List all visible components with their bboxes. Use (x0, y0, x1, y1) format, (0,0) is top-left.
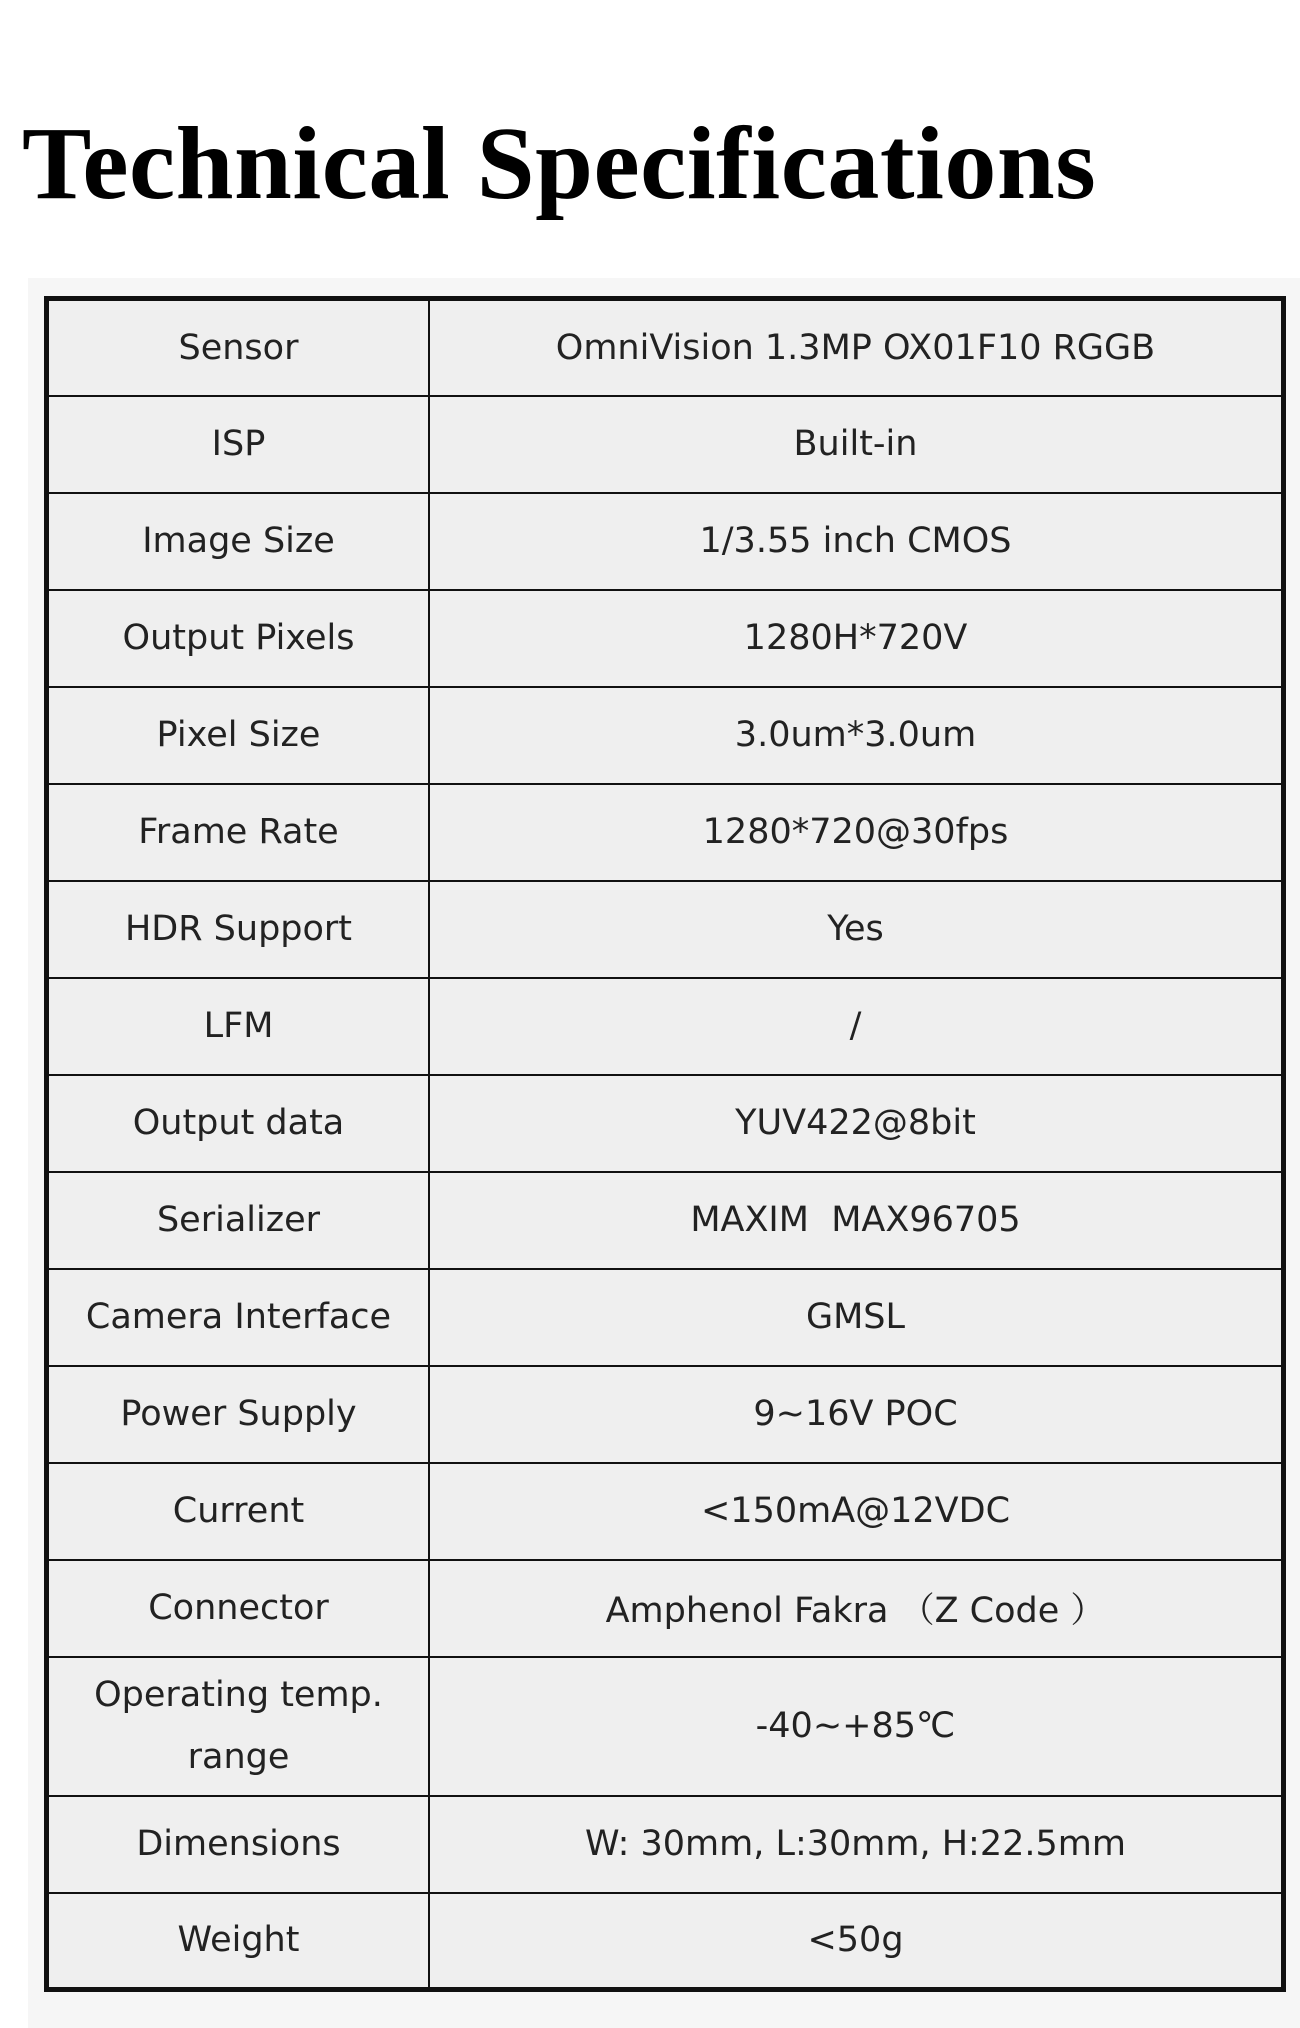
table-row (47, 687, 1284, 784)
page-title: Technical Specifications (22, 106, 1097, 221)
spec-label: LFM (47, 978, 430, 1075)
spec-value: Amphenol Fakra （Z Code ） (429, 1560, 1284, 1657)
spec-value: <150mA@12VDC (429, 1463, 1284, 1560)
spec-value: 1/3.55 inch CMOS (429, 493, 1284, 590)
table-row (47, 1893, 1284, 1990)
spec-value: OmniVision 1.3MP OX01F10 RGGB (429, 299, 1284, 396)
spec-table (44, 296, 1286, 1992)
spec-value: Built-in (429, 396, 1284, 493)
spec-value: W: 30mm, L:30mm, H:22.5mm (429, 1796, 1284, 1893)
spec-label: Image Size (47, 493, 430, 590)
table-row (47, 978, 1284, 1075)
spec-label: HDR Support (47, 881, 430, 978)
spec-label: Dimensions (47, 1796, 430, 1893)
spec-value: 3.0um*3.0um (429, 687, 1284, 784)
spec-label: ISP (47, 396, 430, 493)
table-row (47, 590, 1284, 687)
spec-value: 1280H*720V (429, 590, 1284, 687)
spec-value: -40~+85℃ (429, 1657, 1284, 1796)
spec-label: Output data (47, 1075, 430, 1172)
table-row (47, 1657, 1284, 1796)
spec-label: Frame Rate (47, 784, 430, 881)
table-row (47, 1463, 1284, 1560)
table-row (47, 881, 1284, 978)
spec-label: Power Supply (47, 1366, 430, 1463)
spec-label: Camera Interface (47, 1269, 430, 1366)
spec-value: GMSL (429, 1269, 1284, 1366)
table-row (47, 396, 1284, 493)
spec-label: Serializer (47, 1172, 430, 1269)
spec-label: Weight (47, 1893, 430, 1990)
spec-value: 9~16V POC (429, 1366, 1284, 1463)
table-row (47, 1172, 1284, 1269)
table-row (47, 1269, 1284, 1366)
table-row (47, 493, 1284, 590)
table-row (47, 1075, 1284, 1172)
spec-label: Current (47, 1463, 430, 1560)
table-row (47, 1366, 1284, 1463)
table-row (47, 1796, 1284, 1893)
table-row (47, 1560, 1284, 1657)
spec-value: MAXIM MAX96705 (429, 1172, 1284, 1269)
spec-label: Operating temp. range (47, 1657, 430, 1796)
table-row (47, 299, 1284, 396)
table-row (47, 784, 1284, 881)
spec-label: Connector (47, 1560, 430, 1657)
spec-label: Output Pixels (47, 590, 430, 687)
spec-label: Pixel Size (47, 687, 430, 784)
spec-label: Sensor (47, 299, 430, 396)
spec-value: <50g (429, 1893, 1284, 1990)
spec-value: Yes (429, 881, 1284, 978)
spec-value: 1280*720@30fps (429, 784, 1284, 881)
spec-value: YUV422@8bit (429, 1075, 1284, 1172)
spec-value: / (429, 978, 1284, 1075)
